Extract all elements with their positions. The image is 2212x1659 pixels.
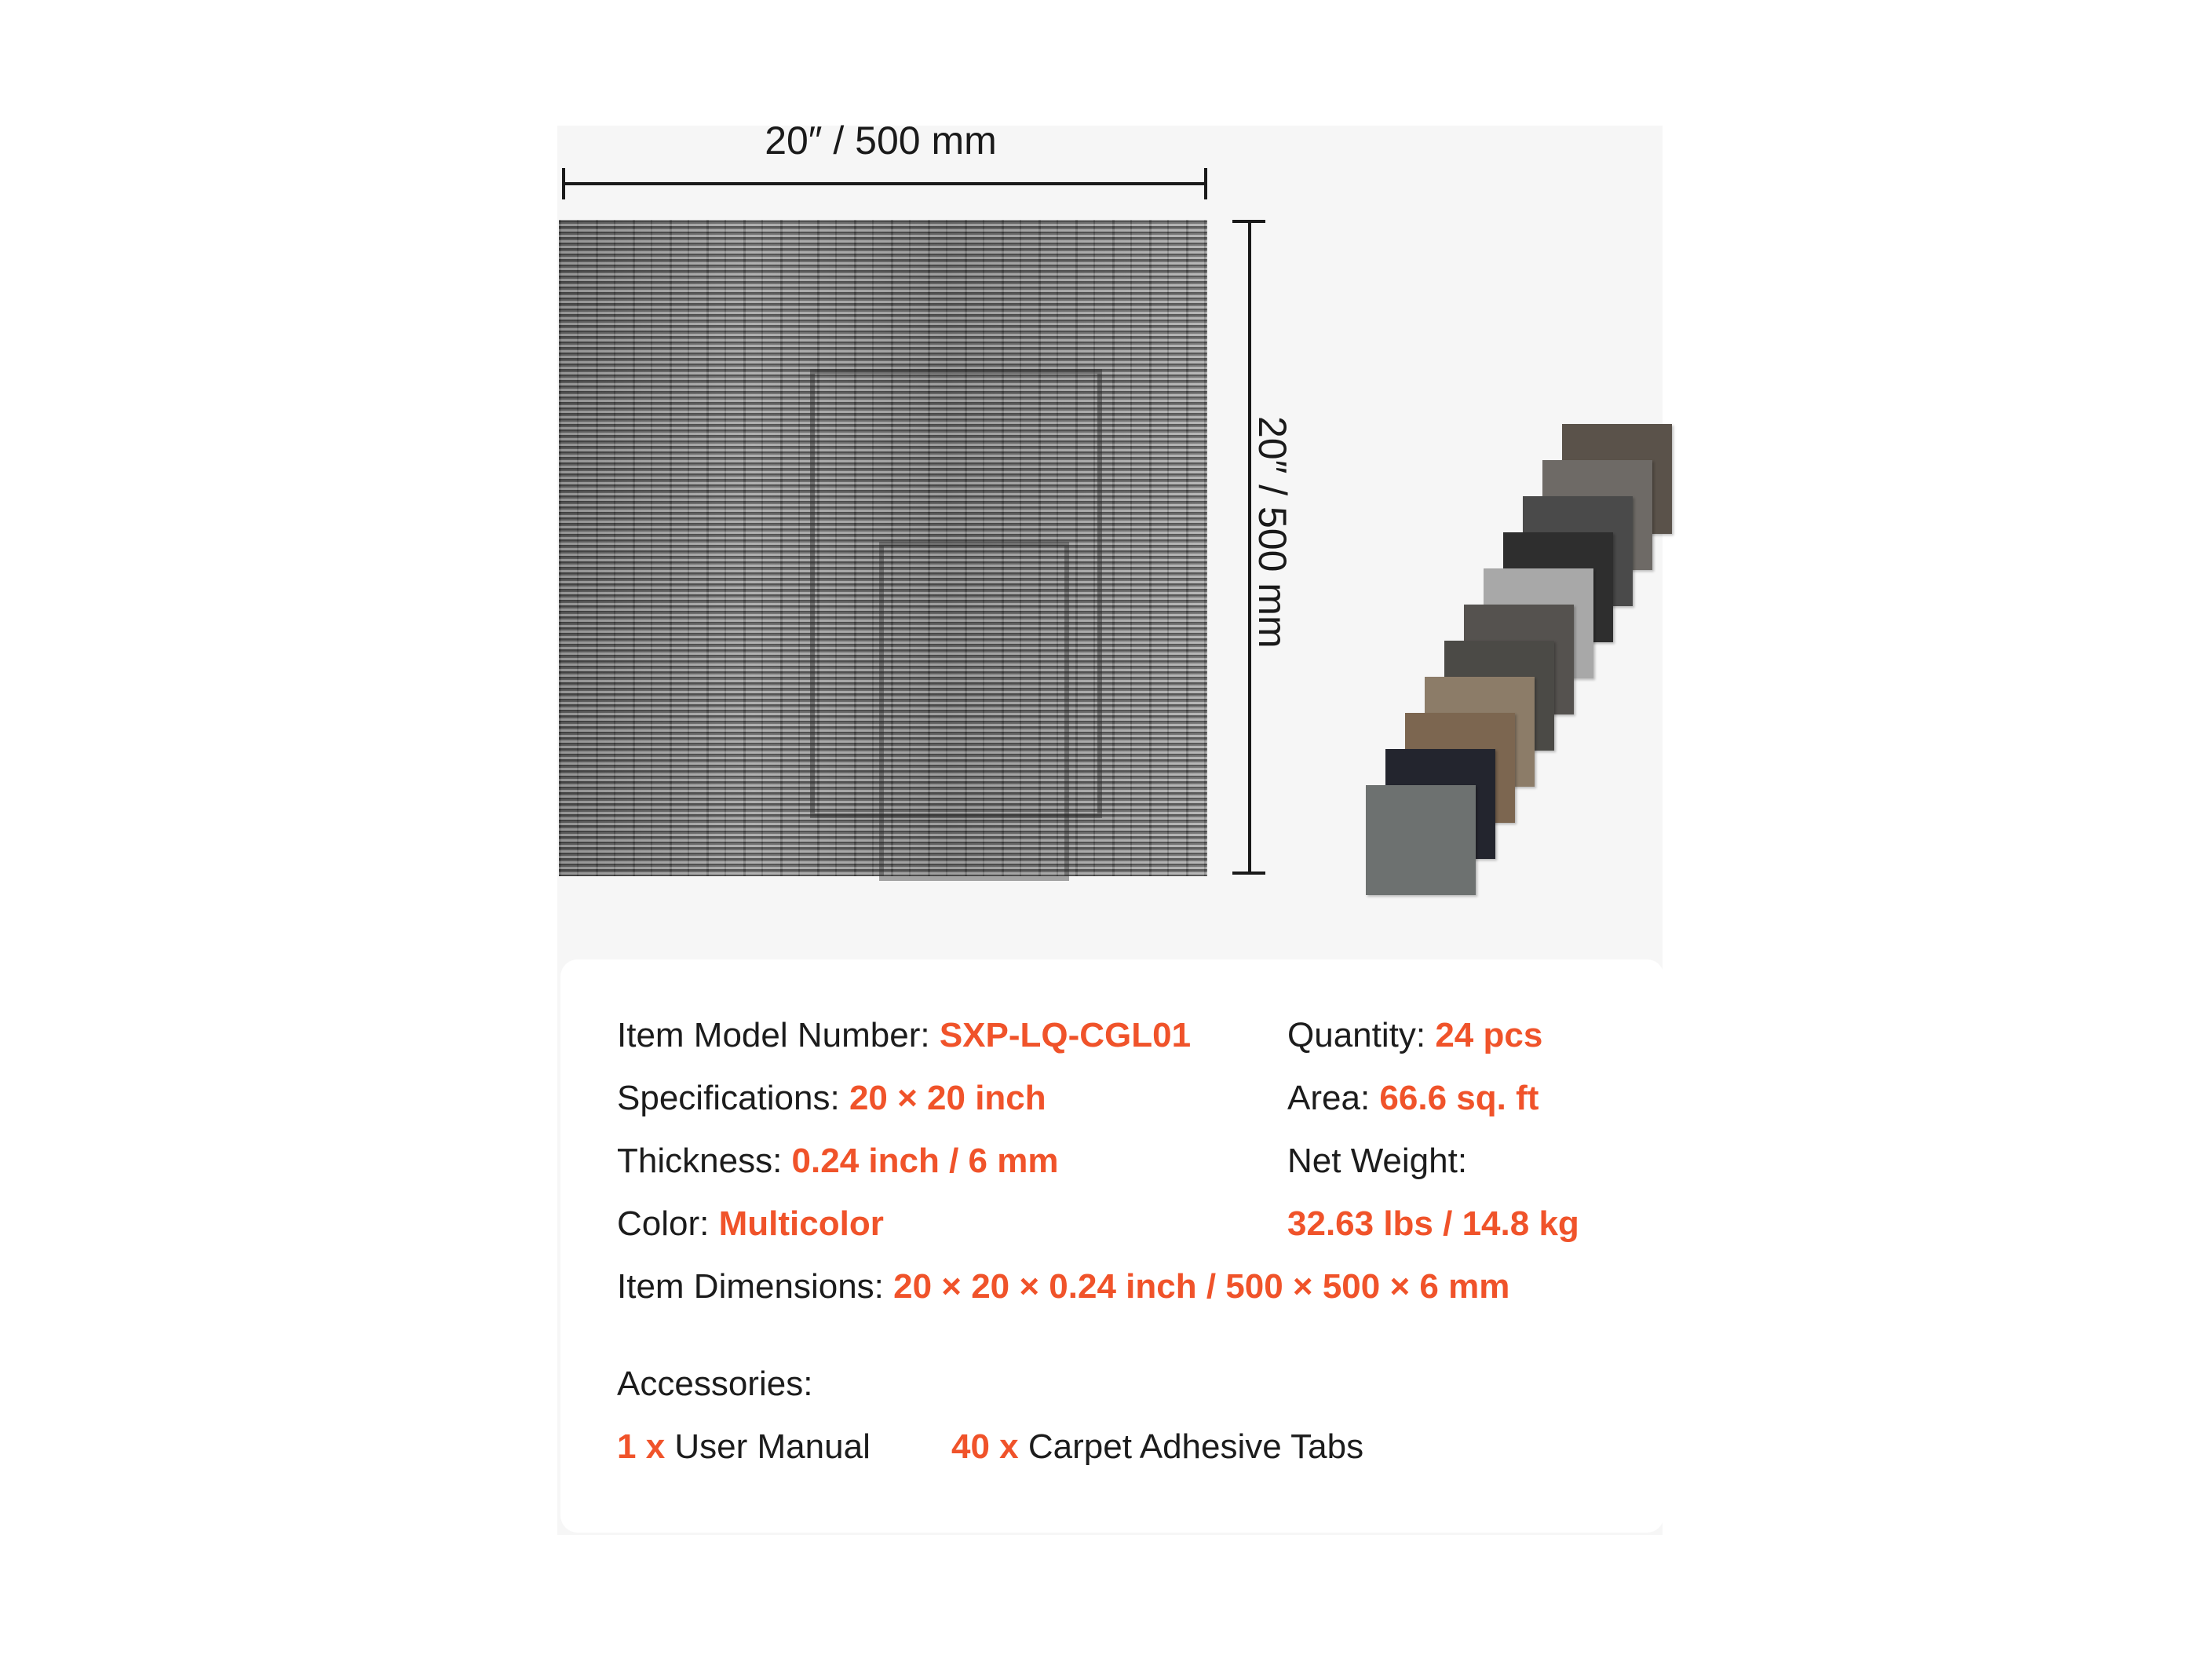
height-dimension-tick-bottom — [1232, 872, 1265, 875]
item-dimensions-value: 20 × 20 × 0.24 inch / 500 × 500 × 6 mm — [893, 1267, 1510, 1306]
net-weight-row — [1287, 1142, 1467, 1181]
accessory-name: Carpet Adhesive Tabs — [1028, 1427, 1364, 1466]
specifications-label: Specifications: — [617, 1079, 840, 1117]
accessory-qty: 1 x — [617, 1427, 666, 1466]
model-number-value: SXP-LQ-CGL01 — [939, 1016, 1192, 1054]
item-dimensions-label: Item Dimensions: — [617, 1267, 884, 1306]
width-dimension-tick-left — [562, 168, 565, 199]
quantity-row — [1287, 1016, 1542, 1055]
accessory-name: User Manual — [674, 1427, 871, 1466]
accessories-title: Accessories: — [617, 1365, 813, 1403]
height-dimension-label: 20″ / 500 mm — [1250, 416, 1294, 649]
item-dimensions-row — [617, 1267, 1509, 1306]
width-dimension-tick-right — [1204, 168, 1207, 199]
accessory-item — [951, 1427, 1363, 1467]
specifications-row — [617, 1079, 1046, 1118]
color-swatch — [1366, 785, 1476, 895]
carpet-pattern-frame-inner — [879, 542, 1069, 881]
accessory-qty: 40 x — [951, 1427, 1019, 1466]
thickness-value: 0.24 inch / 6 mm — [791, 1142, 1059, 1180]
color-label: Color: — [617, 1204, 710, 1243]
net-weight-value-row — [1287, 1204, 1579, 1244]
specifications-value: 20 × 20 inch — [849, 1079, 1046, 1117]
quantity-value: 24 pcs — [1435, 1016, 1543, 1054]
color-value: Multicolor — [718, 1204, 884, 1243]
width-dimension-line — [564, 182, 1206, 185]
height-dimension-tick-top — [1232, 220, 1265, 223]
area-row — [1287, 1079, 1539, 1118]
net-weight-value: 32.63 lbs / 14.8 kg — [1287, 1204, 1579, 1243]
area-value: 66.6 sq. ft — [1379, 1079, 1539, 1117]
accessory-item — [617, 1427, 871, 1467]
width-dimension-label: 20″ / 500 mm — [765, 119, 997, 163]
net-weight-label: Net Weight: — [1287, 1142, 1468, 1180]
thickness-row — [617, 1142, 1058, 1181]
quantity-label: Quantity: — [1287, 1016, 1426, 1054]
thickness-label: Thickness: — [617, 1142, 783, 1180]
color-row — [617, 1204, 884, 1244]
model-number-label: Item Model Number: — [617, 1016, 930, 1054]
area-label: Area: — [1287, 1079, 1371, 1117]
model-number-row — [617, 1016, 1191, 1055]
